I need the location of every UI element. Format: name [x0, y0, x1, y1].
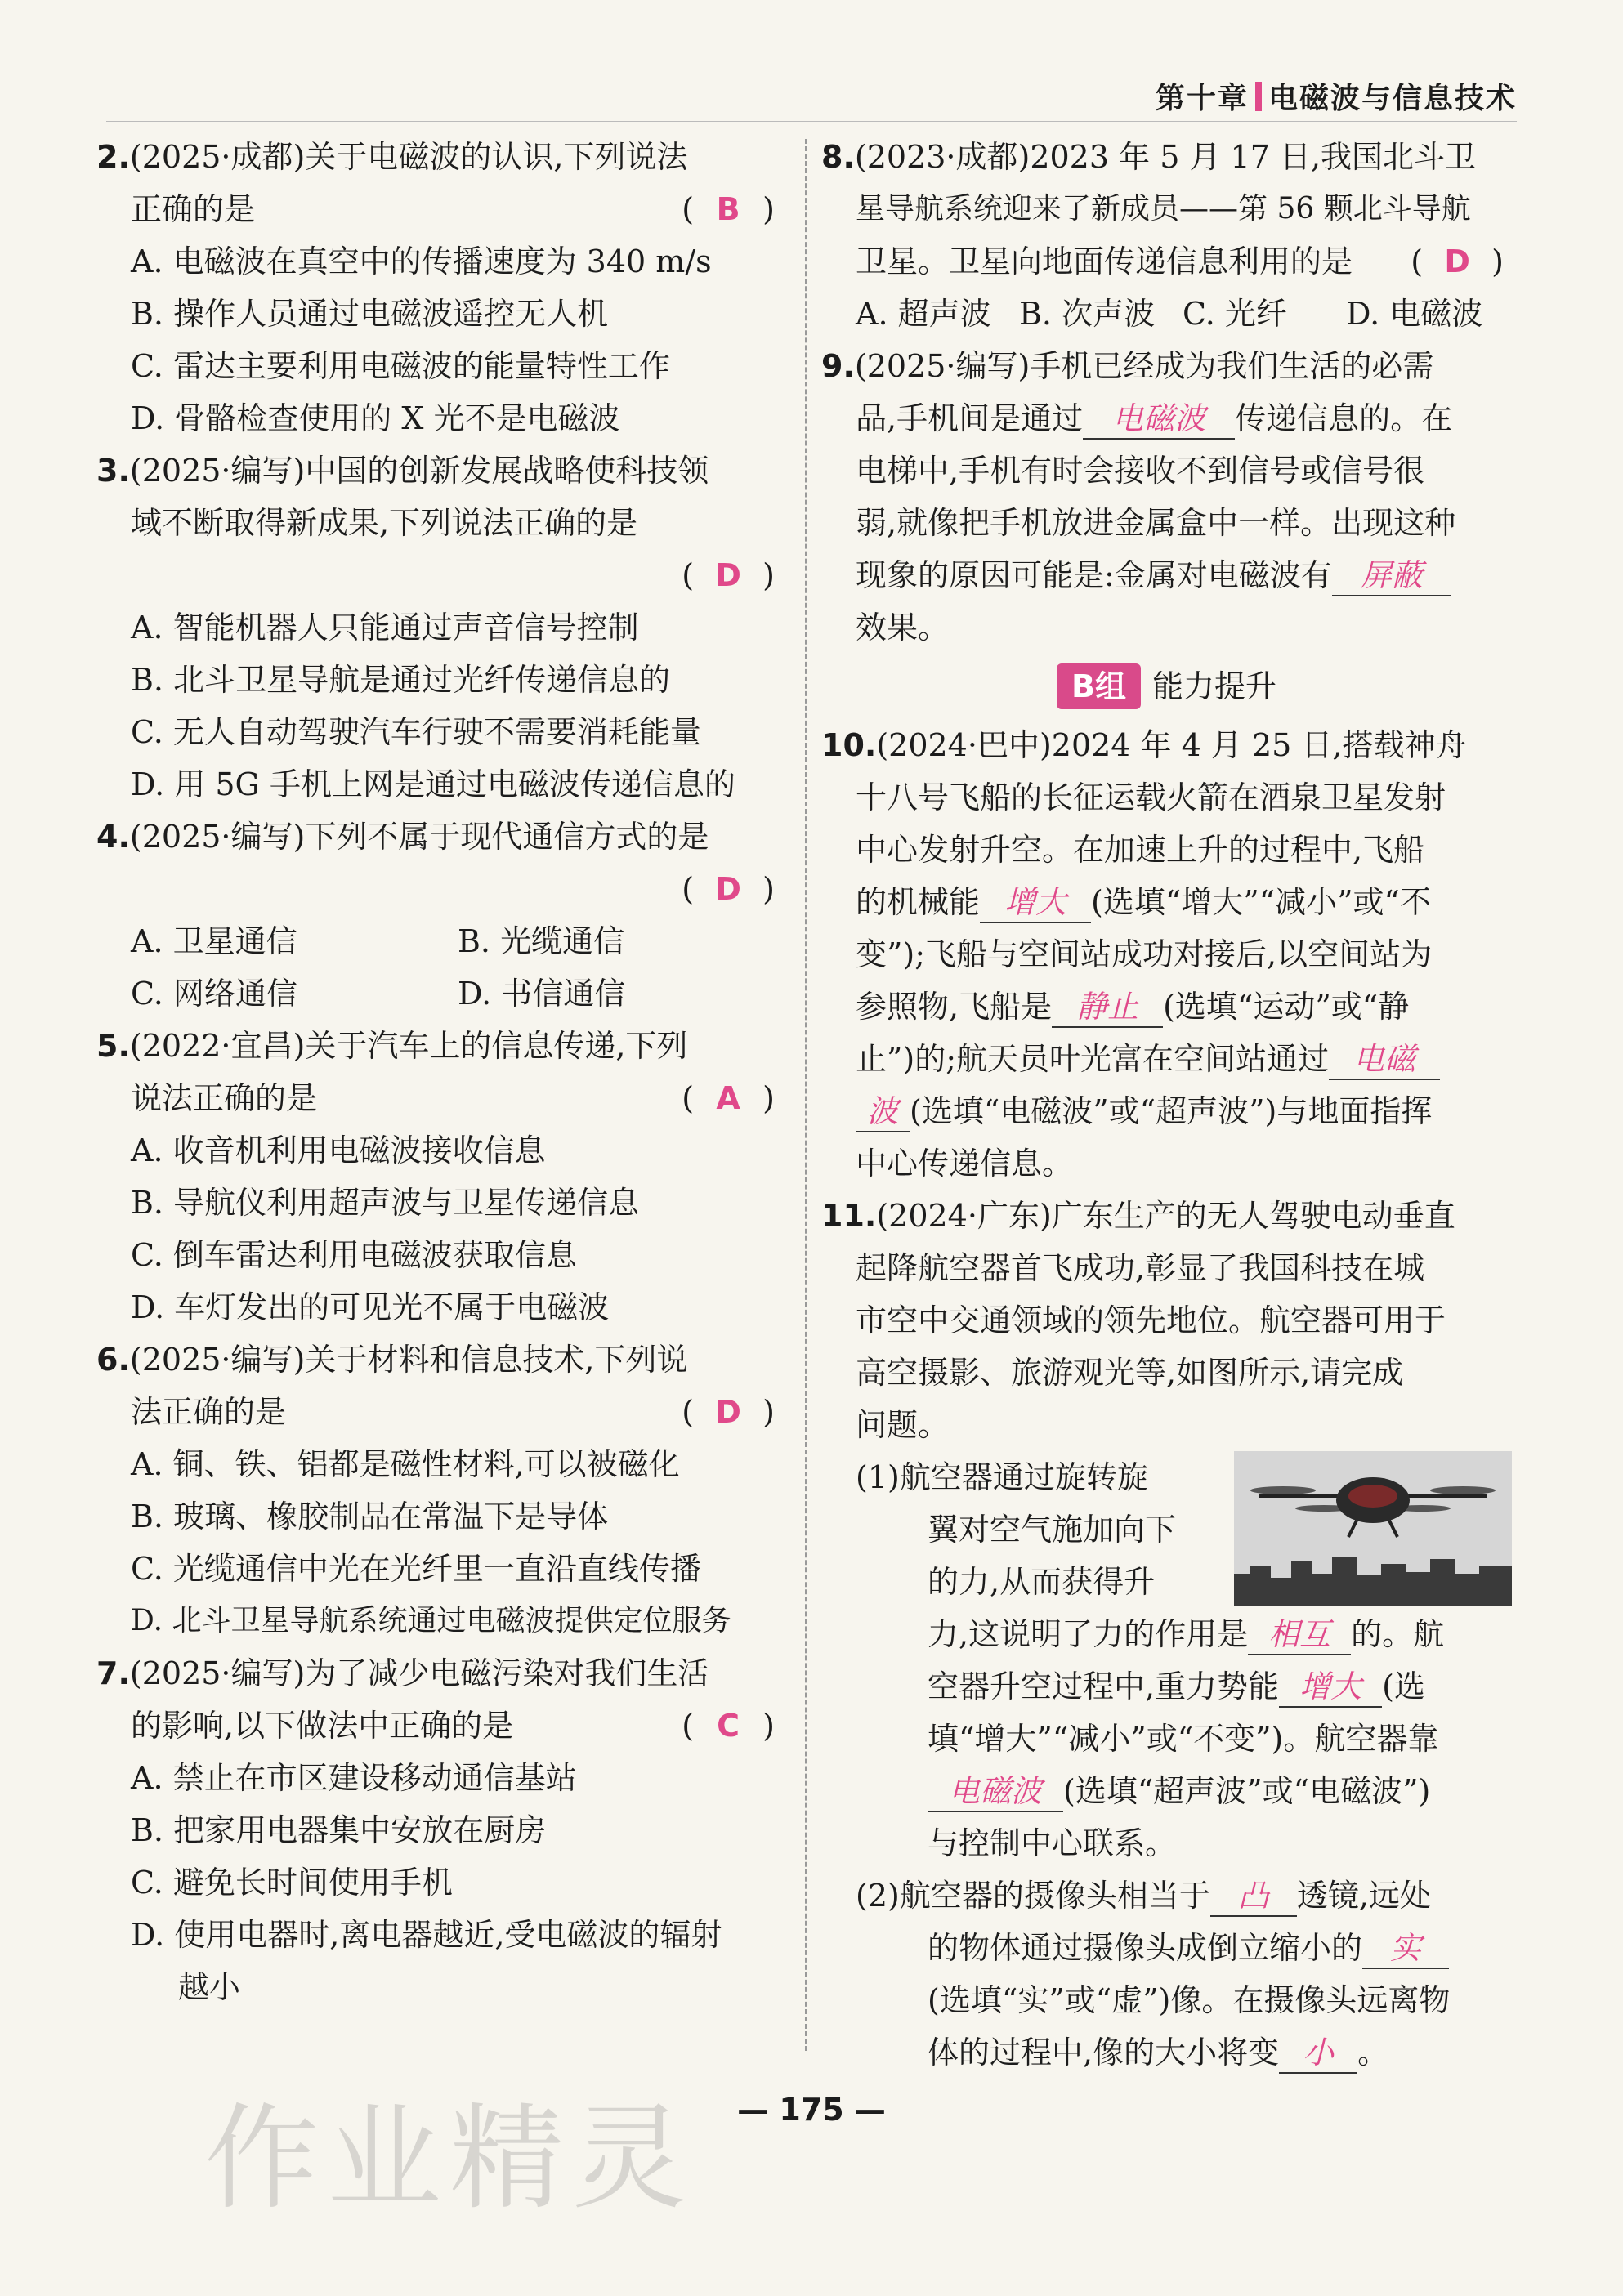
option: D. 使用电器时,离电器越近,受电磁波的辐射: [131, 1917, 722, 1953]
section-badge: B组: [1057, 663, 1141, 709]
question-text: (选填“超声波”或“电磁波”): [1063, 1773, 1431, 1809]
question-text: (2024·广东)广东生产的无人驾驶电动垂直: [876, 1198, 1455, 1234]
question-text: 现象的原因可能是:金属对电磁波有: [856, 557, 1332, 593]
question-text: 变”);飞船与空间站成功对接后,以空间站为: [856, 936, 1433, 972]
option: D. 用 5G 手机上网是通过电磁波传递信息的: [131, 766, 735, 802]
question-4: [96, 811, 783, 1020]
fill-answer: 波: [856, 1092, 910, 1132]
question-text: 说法正确的是: [131, 1080, 318, 1116]
option: C. 雷达主要利用电磁波的能量特性工作: [131, 348, 670, 384]
question-text: (2025·编写)手机已经成为我们生活的必需: [854, 348, 1434, 384]
fill-answer: 增大: [980, 882, 1091, 923]
fill-answer: 增大: [1279, 1667, 1382, 1708]
option: C. 光缆通信中光在光纤里一直沿直线传播: [131, 1551, 701, 1587]
question-text: 效果。: [856, 610, 950, 645]
question-text: 的。航: [1351, 1616, 1445, 1652]
question-11: [821, 1190, 1512, 2079]
question-text: 法正确的是: [131, 1394, 287, 1430]
question-text: (2023·成都)2023 年 5 月 17 日,我国北斗卫: [854, 139, 1477, 175]
option: D. 书信通信: [458, 976, 626, 1012]
question-number: 10.: [821, 727, 877, 763]
question-6: [96, 1333, 783, 1647]
question-number: 8.: [821, 139, 855, 175]
question-number: 7.: [96, 1655, 130, 1691]
question-text: 填“增大”“减小”或“不变”)。航空器靠: [928, 1721, 1439, 1757]
section-b-heading: [821, 654, 1512, 719]
answer-choice: D: [715, 1394, 741, 1430]
answer-choice: D: [715, 557, 741, 593]
option: A. 收音机利用电磁波接收信息: [131, 1132, 546, 1168]
answer-choice: C: [717, 1708, 740, 1744]
question-text: 正确的是: [131, 191, 256, 227]
option: B. 光缆通信: [458, 923, 625, 959]
question-text: (2)航空器的摄像头相当于: [856, 1878, 1210, 1914]
fill-answer: 电磁: [1329, 1039, 1440, 1080]
question-5: [96, 1020, 783, 1333]
answer-bracket: ( D ): [1411, 235, 1504, 288]
page-number: — 175 —: [737, 2092, 886, 2128]
left-column: [96, 131, 783, 2013]
chapter-title: 电磁波与信息技术: [1268, 82, 1517, 115]
question-text: 起降航空器首飞成功,彰显了我国科技在城: [856, 1250, 1425, 1286]
option: C. 倒车雷达利用电磁波获取信息: [131, 1237, 577, 1273]
fill-answer: 静止: [1052, 987, 1163, 1028]
option: D. 电磁波: [1346, 296, 1483, 332]
question-text: (选填“电磁波”或“超声波”)与地面指挥: [910, 1093, 1433, 1129]
question-text: 中心发射升空。在加速上升的过程中,飞船: [856, 832, 1425, 868]
option: B. 导航仪利用超声波与卫星传递信息: [131, 1185, 640, 1221]
question-8: [821, 131, 1512, 340]
option: B. 把家用电器集中安放在厨房: [131, 1812, 547, 1848]
header-rule: [106, 121, 1517, 122]
answer-bracket: ( D ): [682, 863, 775, 915]
option: B. 玻璃、橡胶制品在常温下是导体: [131, 1499, 609, 1534]
question-number: 2.: [96, 139, 130, 175]
fill-answer: 屏蔽: [1332, 556, 1451, 596]
question-number: 4.: [96, 819, 130, 855]
right-column: [821, 131, 1512, 2079]
header-accent-bar: [1255, 82, 1262, 111]
option: D. 车灯发出的可见光不属于电磁波: [131, 1289, 610, 1325]
question-text: (2025·编写)下列不属于现代通信方式的是: [129, 819, 709, 855]
question-text: 高空摄影、旅游观光等,如图所示,请完成: [856, 1355, 1404, 1391]
fill-answer: 实: [1362, 1928, 1449, 1969]
answer-bracket: ( A ): [682, 1072, 775, 1124]
question-text: 的物体通过摄像头成倒立缩小的: [928, 1930, 1363, 1966]
fill-answer: 凸: [1210, 1876, 1297, 1917]
section-label: 能力提升: [1151, 668, 1276, 704]
question-text: 的力,从而获得升: [928, 1564, 1156, 1600]
question-text: (选填“增大”“减小”或“不: [1091, 884, 1431, 920]
question-text: (2025·成都)关于电磁波的认识,下列说法: [129, 139, 688, 175]
question-number: 5.: [96, 1028, 130, 1064]
option: A. 禁止在市区建设移动通信基站: [131, 1760, 577, 1796]
question-9: [821, 340, 1512, 654]
answer-choice: A: [716, 1080, 740, 1116]
question-text: (选: [1382, 1668, 1425, 1704]
question-text: (1)航空器通过旋转旋: [856, 1459, 1148, 1495]
question-text: 力,这说明了力的作用是: [928, 1616, 1249, 1652]
question-text: 问题。: [856, 1407, 950, 1443]
question-text: 弱,就像把手机放进金属盒中一样。出现这种: [856, 505, 1456, 541]
question-text: (2022·宜昌)关于汽车上的信息传递,下列: [129, 1028, 688, 1064]
option: A. 超声波: [856, 296, 991, 332]
answer-choice: D: [715, 871, 741, 907]
answer-bracket: ( C ): [682, 1700, 775, 1752]
question-text: 十八号飞船的长征运载火箭在酒泉卫星发射: [856, 779, 1446, 815]
question-3: [96, 444, 783, 811]
question-text: 参照物,飞船是: [856, 989, 1053, 1025]
chapter-header: [1156, 75, 1517, 117]
question-number: 9.: [821, 348, 855, 384]
question-text: 。: [1357, 2035, 1389, 2070]
option: A. 卫星通信: [131, 923, 297, 959]
option: B. 北斗卫星导航是通过光纤传递信息的: [131, 662, 671, 698]
question-2: [96, 131, 783, 444]
question-text: 翼对空气施加向下: [928, 1512, 1177, 1548]
option: C. 网络通信: [131, 976, 297, 1012]
fill-answer: 小: [1279, 2033, 1357, 2074]
chapter-number: 第十章: [1155, 82, 1249, 115]
answer-bracket: ( B ): [682, 183, 775, 235]
option: C. 光纤: [1183, 296, 1287, 332]
option: A. 智能机器人只能通过声音信号控制: [131, 610, 639, 645]
question-text: 品,手机间是通过: [856, 400, 1084, 436]
answer-bracket: ( D ): [682, 549, 775, 601]
fill-answer: 相互: [1248, 1615, 1351, 1655]
option: A. 铜、铁、铝都是磁性材料,可以被磁化: [131, 1446, 680, 1482]
question-text: (2025·编写)关于材料和信息技术,下列说: [129, 1342, 688, 1378]
answer-bracket: ( D ): [682, 1386, 775, 1438]
question-number: 11.: [821, 1198, 877, 1234]
question-number: 6.: [96, 1342, 130, 1378]
question-text: 透镜,远处: [1296, 1878, 1431, 1914]
fill-answer: 电磁波: [928, 1771, 1063, 1812]
question-text: 星导航系统迎来了新成员——第 56 颗北斗导航: [856, 192, 1471, 226]
question-text: 中心传递信息。: [856, 1146, 1074, 1182]
question-text: (选填“实”或“虚”)像。在摄像头远离物: [928, 1982, 1451, 2018]
answer-choice: B: [716, 191, 740, 227]
question-text: (2025·编写)中国的创新发展战略使科技领: [129, 453, 709, 489]
fill-answer: 电磁波: [1083, 399, 1235, 440]
watermark: 作业精灵: [204, 2093, 695, 2226]
question-text: 体的过程中,像的大小将变: [928, 2035, 1280, 2070]
question-11-part-2: [821, 1869, 1512, 2079]
question-7: [96, 1647, 783, 2013]
column-divider: [805, 139, 807, 2051]
question-text: 的机械能: [856, 884, 981, 920]
question-text: (2025·编写)为了减少电磁污染对我们生活: [129, 1655, 709, 1691]
option: A. 电磁波在真空中的传播速度为 340 m/s: [131, 243, 712, 279]
question-text: 市空中交通领域的领先地位。航空器可用于: [856, 1302, 1446, 1338]
question-text: (选填“运动”或“静: [1163, 989, 1410, 1025]
question-text: 域不断取得新成果,下列说法正确的是: [131, 505, 638, 541]
question-text: (2024·巴中)2024 年 4 月 25 日,搭载神舟: [876, 727, 1467, 763]
question-text: 止”)的;航天员叶光富在空间站通过: [856, 1041, 1330, 1077]
question-text: 空器升空过程中,重力势能: [928, 1668, 1280, 1704]
answer-choice: D: [1444, 243, 1470, 279]
question-number: 3.: [96, 453, 130, 489]
option: D. 骨骼检查使用的 X 光不是电磁波: [131, 400, 620, 436]
option: B. 操作人员通过电磁波遥控无人机: [131, 296, 609, 332]
question-text: 卫星。卫星向地面传递信息利用的是: [856, 243, 1353, 279]
option-continued: 越小: [178, 1969, 241, 2005]
question-text: 电梯中,手机有时会接收不到信号或信号很: [856, 453, 1425, 489]
option: B. 次声波: [1019, 296, 1156, 332]
question-text: 传递信息的。在: [1235, 400, 1453, 436]
question-11-part-1: [821, 1451, 1512, 1869]
option: C. 避免长时间使用手机: [131, 1865, 453, 1901]
question-text: 与控制中心联系。: [928, 1825, 1177, 1861]
question-text: 的影响,以下做法中正确的是: [131, 1708, 514, 1744]
option: C. 无人自动驾驶汽车行驶不需要消耗能量: [131, 714, 701, 750]
question-10: [821, 719, 1512, 1190]
option: D. 北斗卫星导航系统通过电磁波提供定位服务: [131, 1604, 731, 1637]
